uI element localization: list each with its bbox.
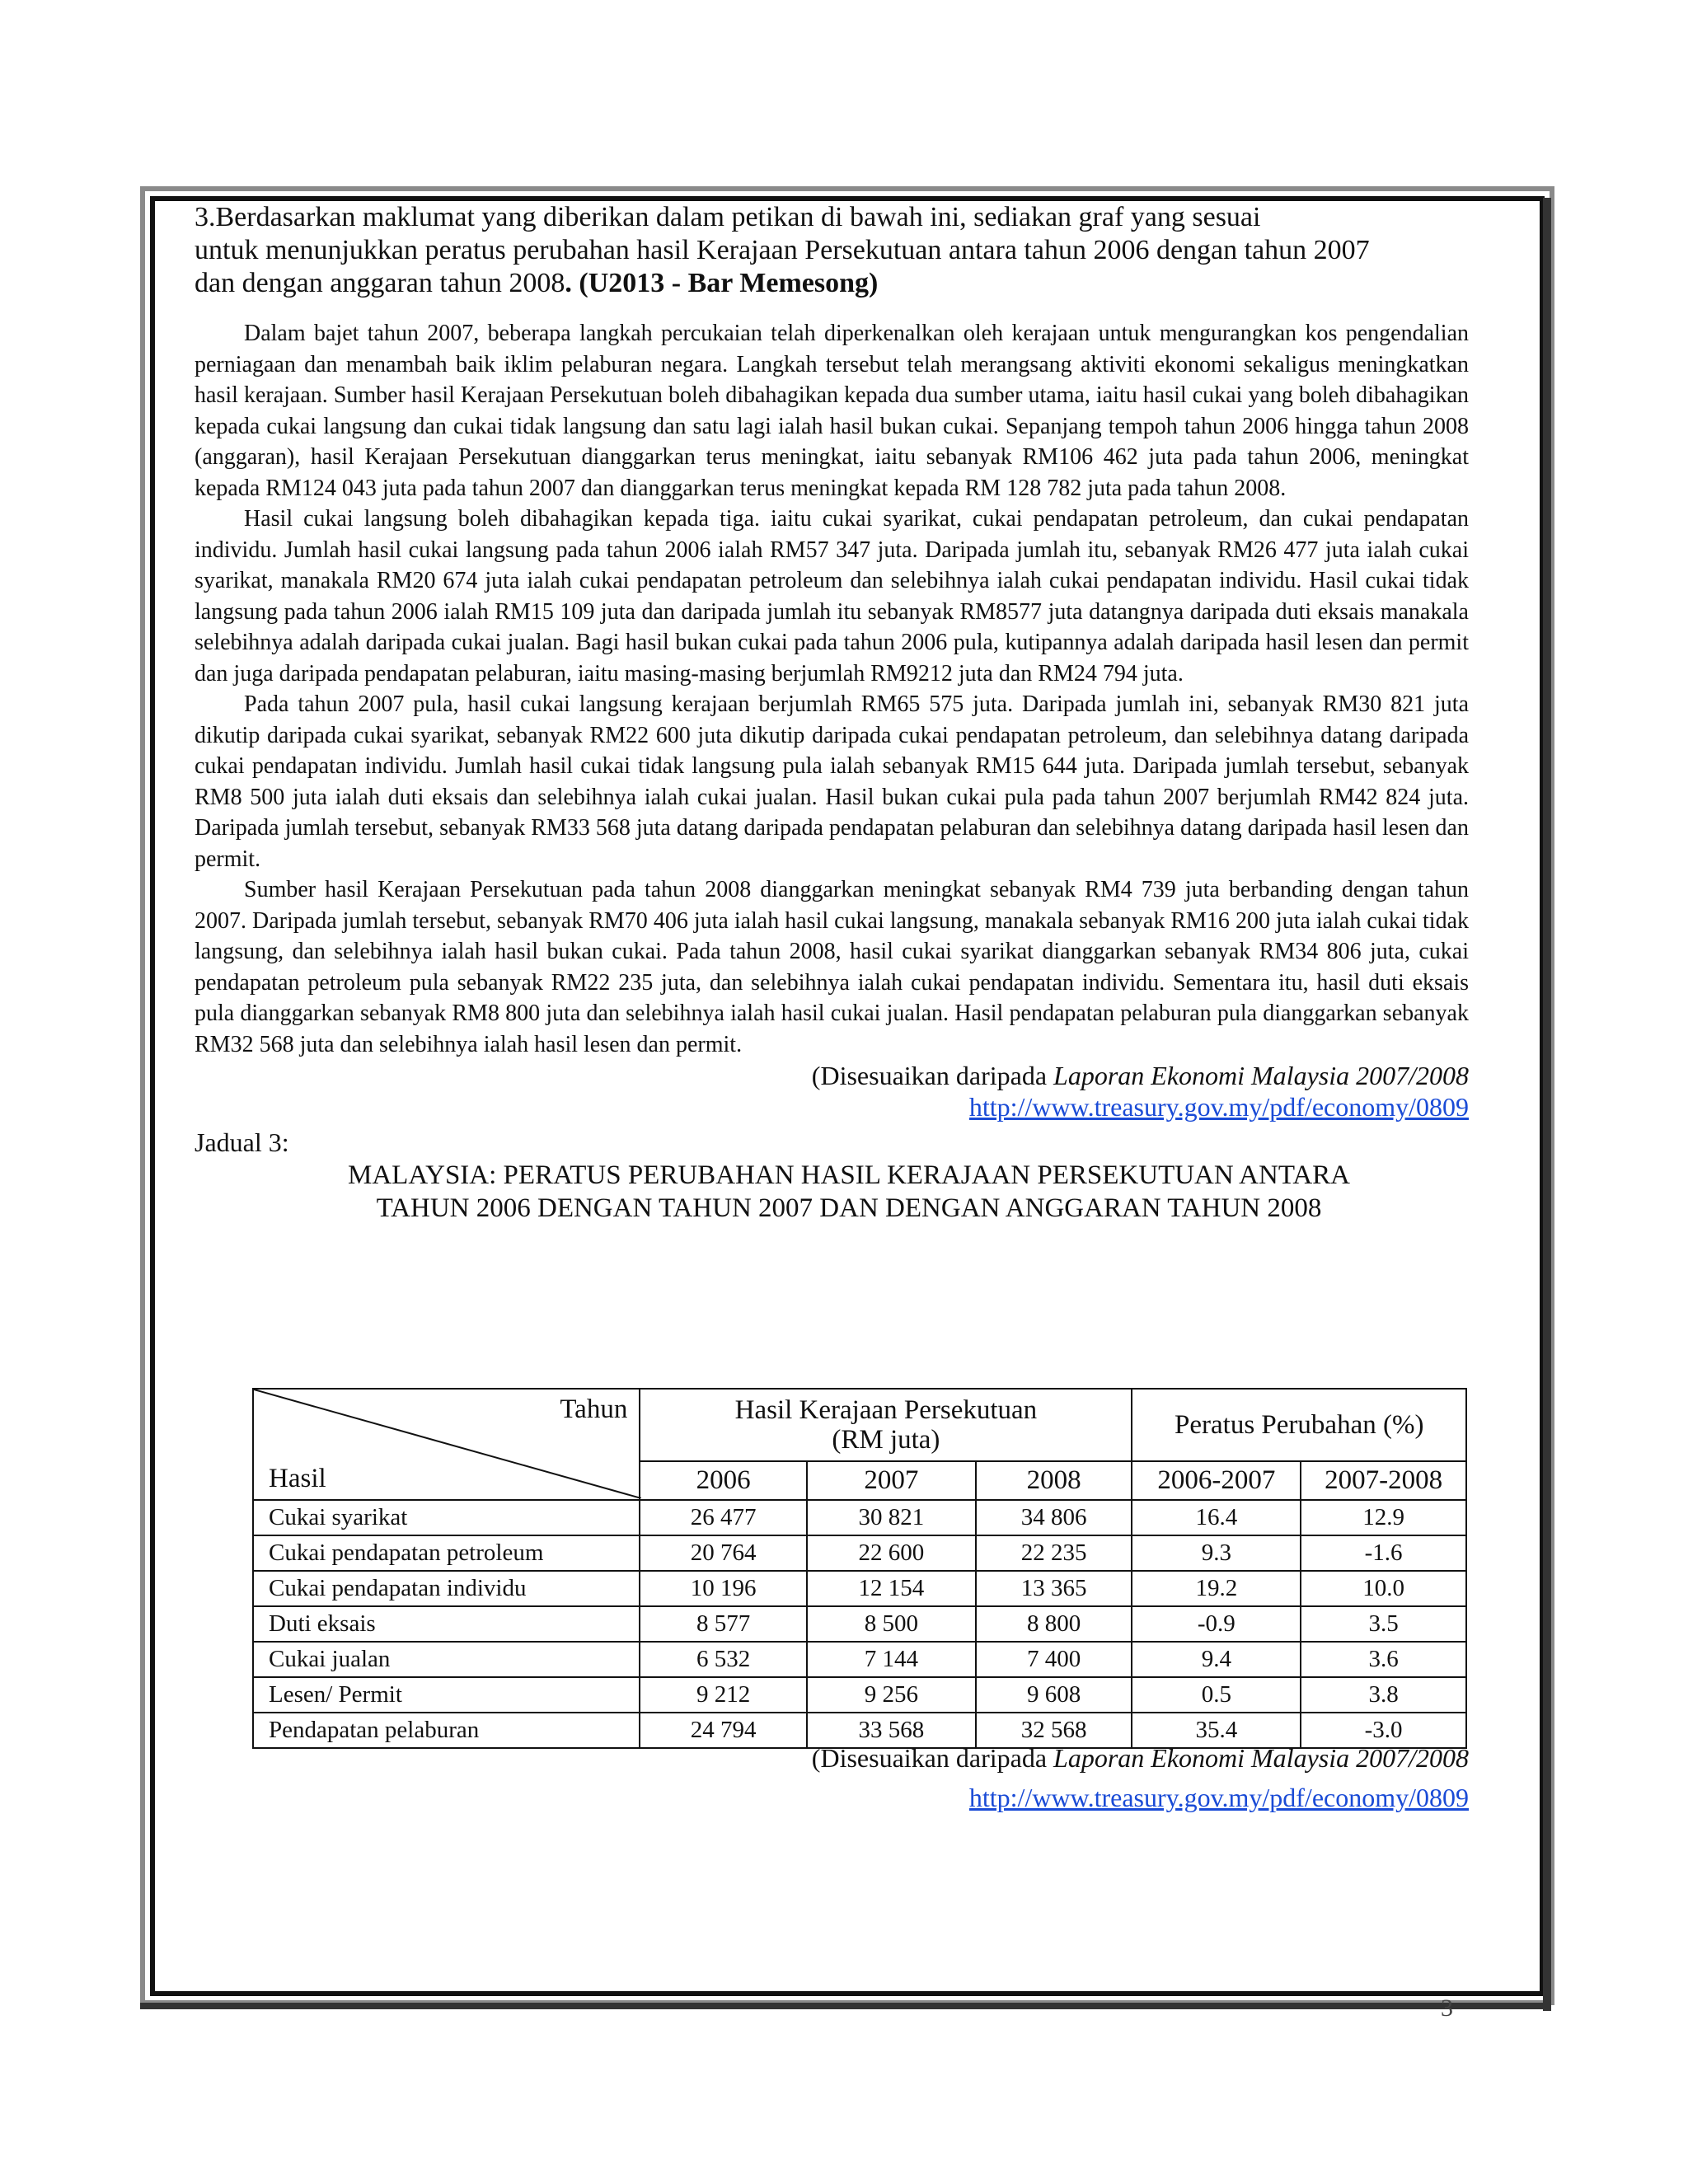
row-label: Pendapatan pelaburan [253, 1713, 640, 1748]
passage-citation [195, 1060, 1469, 1091]
row-label: Cukai jualan [253, 1642, 640, 1677]
question-text [195, 201, 1469, 300]
question-number: 3. [195, 202, 216, 232]
row-label: Duti eksais [253, 1606, 640, 1642]
row-label: Lesen/ Permit [253, 1677, 640, 1713]
cell-2006: 20 764 [640, 1535, 807, 1571]
question-line-1 [195, 201, 1469, 234]
row-label: Cukai pendapatan petroleum [253, 1535, 640, 1571]
cell-2006: 24 794 [640, 1713, 807, 1748]
row-label: Cukai pendapatan individu [253, 1571, 640, 1606]
header-revenue-line-2: (RM juta) [832, 1425, 940, 1455]
cell-change-1: 35.4 [1132, 1713, 1301, 1748]
cell-change-1: 19.2 [1132, 1571, 1301, 1606]
cell-change-1: 16.4 [1132, 1500, 1301, 1535]
cell-2006: 9 212 [640, 1677, 807, 1713]
table-citation-prefix: (Disesuaikan daripada [811, 1743, 1054, 1773]
question-line-3-text: dan dengan anggaran tahun 2008 [195, 268, 565, 298]
table-title-line-1: MALAYSIA: PERATUS PERUBAHAN HASIL KERAJAAN PERSEKUTUAN ANTARA [347, 1160, 1351, 1190]
question-line-1-text: Berdasarkan maklumat yang diberikan dalam petikan di bawah ini, sediakan graf yang sesuai [215, 202, 1261, 232]
table-source-link[interactable]: http://www.treasury.gov.my/pdf/economy/0809 [968, 1783, 1469, 1812]
table-title [231, 1159, 1467, 1225]
cell-2006: 6 532 [640, 1642, 807, 1677]
cell-2006: 8 577 [640, 1606, 807, 1642]
passage [195, 318, 1469, 1060]
table-corner-cell [253, 1389, 640, 1500]
passage-paragraph-2: Hasil cukai langsung boleh dibahagikan kepada tiga. iaitu cukai syarikat, cukai pendapatan petroleum, dan cukai pendapatan individu. Jumlah hasil cukai langsung pada tahun 2006 ialah RM57 347 juta. Daripada jumlah itu, sebanyak RM26 477 juta ialah cukai syarikat, manakala RM20 674 juta ialah cukai pendapatan petroleum dan selebihnya ialah cukai pendapatan individu. Hasil cukai tidak langsung pada tahun 2006 ialah RM15 109 juta dan daripada jumlah itu sebanyak RM8577 juta datangnya daripada duti eksais manakala selebihnya adalah daripada cukai jualan. Bagi hasil bukan cukai pada tahun 2006 pula, kutipannya adalah daripada hasil lesen dan permit dan juga daripada pendapatan pelaburan, iaitu masing-masing berjumlah RM9212 juta dan RM24 794 juta. [195, 506, 1469, 687]
passage-paragraph-3: Pada tahun 2007 pula, hasil cukai langsung kerajaan berjumlah RM65 575 juta. Daripada jumlah ini, sebanyak RM30 821 juta dikutip daripada cukai syarikat, sebanyak RM22 600 juta dikutip daripada cukai pendapatan petroleum, dan selebihnya datang daripada cukai pendapatan individu. Jumlah hasil cukai tidak langsung pula ialah sebanyak RM15 644 juta. Daripada jumlah tersebut, sebanyak RM8 500 juta ialah duti eksais dan selebihnya ialah cukai jualan. Hasil bukan cukai pula pada tahun 2007 berjumlah RM42 824 juta. Daripada jumlah tersebut, sebanyak RM33 568 juta datang daripada pendapatan pelaburan dan selebihnya datang daripada hasil lesen dan permit. [195, 691, 1469, 872]
row-label: Cukai syarikat [253, 1500, 640, 1535]
page-number: 3 [1441, 1994, 1453, 2022]
cell-2007: 8 500 [807, 1606, 976, 1642]
table-title-line-2: TAHUN 2006 DENGAN TAHUN 2007 DAN DENGAN ANGGARAN TAHUN 2008 [376, 1193, 1322, 1223]
citation-title: Laporan Ekonomi Malaysia 2007/2008 [1053, 1061, 1469, 1090]
cell-change-1: 9.3 [1132, 1535, 1301, 1571]
table-row [253, 1677, 1466, 1713]
header-change-2006-2007: 2006-2007 [1132, 1461, 1301, 1500]
table-label: Jadual 3: [195, 1127, 289, 1157]
corner-hasil-label: Hasil [269, 1464, 326, 1493]
cell-2006: 26 477 [640, 1500, 807, 1535]
corner-tahun-label: Tahun [560, 1394, 628, 1424]
document-content [195, 201, 1469, 1225]
table-row [253, 1535, 1466, 1571]
header-percent-group: Peratus Perubahan (%) [1132, 1389, 1466, 1461]
question-tag: (U2013 - Bar Memesong) [571, 268, 879, 298]
table-row [253, 1571, 1466, 1606]
passage-paragraph-4: Sumber hasil Kerajaan Persekutuan pada tahun 2008 dianggarkan meningkat sebanyak RM4 739 juta berbanding dengan tahun 2007. Daripada jumlah tersebut, sebanyak RM70 406 juta ialah hasil cukai langsung, manakala sebanyak RM16 200 juta ialah cukai tidak langsung, dan selebihnya ialah hasil bukan cukai. Pada tahun 2008, hasil cukai syarikat dianggarkan sebanyak RM34 806 juta, cukai pendapatan petroleum pula sebanyak RM22 235 juta, dan selebihnya ialah cukai pendapatan individu. Sementara itu, hasil duti eksais pula dianggarkan sebanyak RM8 800 juta dan selebihnya ialah hasil cukai jualan. Hasil pendapatan pelaburan pula dianggarkan sebanyak RM32 568 juta dan selebihnya ialah hasil lesen dan permit. [195, 877, 1469, 1057]
cell-2007: 7 144 [807, 1642, 976, 1677]
cell-2007: 22 600 [807, 1535, 976, 1571]
cell-change-2: -3.0 [1301, 1713, 1466, 1748]
cell-2007: 9 256 [807, 1677, 976, 1713]
citation-prefix: (Disesuaikan daripada [811, 1061, 1054, 1090]
revenue-table [252, 1388, 1467, 1749]
cell-change-2: 12.9 [1301, 1500, 1466, 1535]
cell-2008: 9 608 [976, 1677, 1132, 1713]
cell-change-2: 3.6 [1301, 1642, 1466, 1677]
table-row [253, 1606, 1466, 1642]
cell-2008: 34 806 [976, 1500, 1132, 1535]
table-source [195, 1742, 1469, 1813]
cell-change-1: -0.9 [1132, 1606, 1301, 1642]
passage-source-link[interactable]: http://www.treasury.gov.my/pdf/economy/0809 [968, 1092, 1469, 1122]
cell-2008: 8 800 [976, 1606, 1132, 1642]
cell-change-2: 10.0 [1301, 1571, 1466, 1606]
frame-shadow-bottom [140, 2003, 1551, 2009]
cell-2007: 30 821 [807, 1500, 976, 1535]
header-revenue-line-1: Hasil Kerajaan Persekutuan [734, 1395, 1038, 1425]
passage-paragraph-1: Dalam bajet tahun 2007, beberapa langkah percukaian telah diperkenalkan oleh kerajaan untuk mengurangkan kos pengendalian perniagaan dan menambah baik iklim pelaburan negara. Langkah tersebut telah merangsang aktiviti ekonomi sekaligus meningkatkan hasil kerajaan. Sumber hasil Kerajaan Persekutuan boleh dibahagikan kepada dua sumber utama, iaitu hasil cukai yang boleh dibahagikan kepada cukai langsung dan cukai tidak langsung dan satu lagi ialah hasil bukan cukai. Sepanjang tempoh tahun 2006 hingga tahun 2008 (anggaran), hasil Kerajaan Persekutuan dianggarkan terus meningkat, iaitu sebanyak RM106 462 juta pada tahun 2006, meningkat kepada RM124 043 juta pada tahun 2007 dan dianggarkan terus meningkat kepada RM 128 782 juta pada tahun 2008. [195, 321, 1469, 501]
cell-2008: 13 365 [976, 1571, 1132, 1606]
table-citation [195, 1742, 1469, 1774]
cell-2008: 22 235 [976, 1535, 1132, 1571]
cell-2007: 12 154 [807, 1571, 976, 1606]
cell-change-2: 3.8 [1301, 1677, 1466, 1713]
cell-2006: 10 196 [640, 1571, 807, 1606]
question-line-2: untuk menunjukkan peratus perubahan hasil Kerajaan Persekutuan antara tahun 2006 dengan tahun 2007 [195, 235, 1370, 265]
table-row [253, 1500, 1466, 1535]
cell-2008: 32 568 [976, 1713, 1132, 1748]
header-change-2007-2008: 2007-2008 [1301, 1461, 1466, 1500]
header-revenue-group [640, 1389, 1132, 1461]
cell-2008: 7 400 [976, 1642, 1132, 1677]
question-line-3 [195, 267, 1469, 300]
table-row [253, 1642, 1466, 1677]
cell-change-2: -1.6 [1301, 1535, 1466, 1571]
question-period: . [565, 268, 572, 298]
header-year-2006: 2006 [640, 1461, 807, 1500]
cell-2007: 33 568 [807, 1713, 976, 1748]
table-citation-title: Laporan Ekonomi Malaysia 2007/2008 [1053, 1743, 1469, 1773]
cell-change-2: 3.5 [1301, 1606, 1466, 1642]
cell-change-1: 9.4 [1132, 1642, 1301, 1677]
header-year-2007: 2007 [807, 1461, 976, 1500]
frame-shadow-right [1543, 198, 1551, 2011]
header-year-2008: 2008 [976, 1461, 1132, 1500]
cell-change-1: 0.5 [1132, 1677, 1301, 1713]
